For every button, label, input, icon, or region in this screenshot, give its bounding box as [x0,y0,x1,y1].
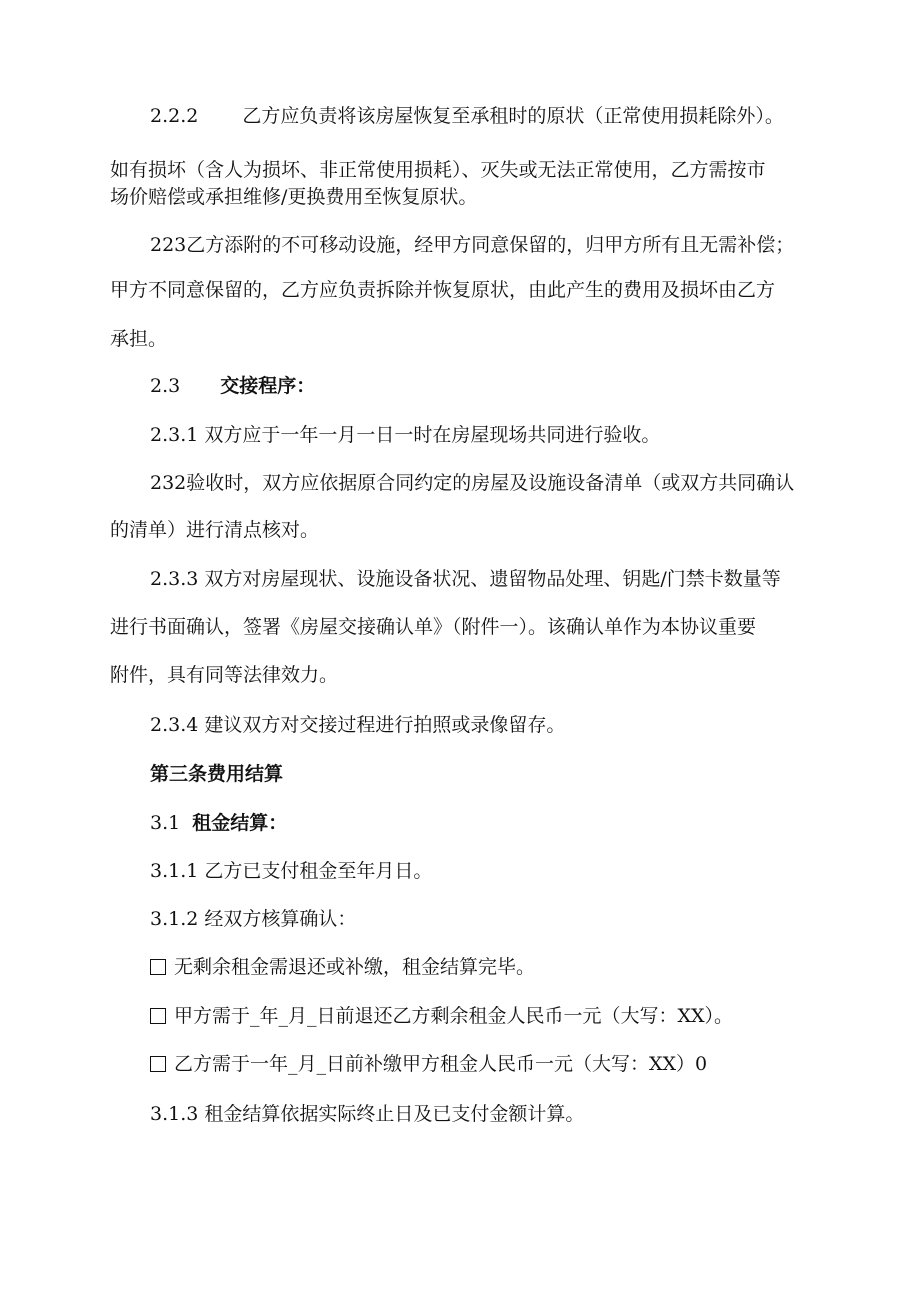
option-label: 甲方需于_年_月_日前退还乙方剩余租金人民币一元（大写：XX）。 [174,1005,734,1027]
paragraph-line: 承担。 [110,328,168,350]
clause-2-3-1: 2.3.1 双方应于一年一月一日一时在房屋现场共同进行验收。 [150,424,661,446]
checkbox-icon[interactable] [150,959,166,975]
option-label: 乙方需于一年_月_日前补缴甲方租金人民币一元（大写：XX）0 [174,1053,708,1075]
paragraph-line: 场价赔偿或承担维修/更换费用至恢复原状。 [110,186,478,208]
option-landlord-refund[interactable] [150,1004,733,1028]
paragraph-line: 甲方不同意保留的，乙方应负责拆除并恢复原状，由此产生的费用及损坏由乙方 [110,279,776,301]
section-number: 2.3 [150,375,181,397]
option-no-balance[interactable] [150,955,535,979]
paragraph-line: 进行书面确认，签署《房屋交接确认单》（附件一）。该确认单作为本协议重要 [110,616,757,638]
paragraph-line: 的清单）进行清点核对。 [110,519,320,541]
clause-number: 2.2.2 [150,105,199,127]
clause-2-3-3: 2.3.3 双方对房屋现状、设施设备状况、遗留物品处理、钥匙/门禁卡数量等 [150,568,781,590]
option-label: 无剩余租金需退还或补缴，租金结算完毕。 [174,956,536,978]
paragraph-line: 如有损坏（含人为损坏、非正常使用损耗）、灭失或无法正常使用，乙方需按市 [110,159,766,181]
article-3-heading: 第三条费用结算 [150,763,284,785]
clause-3-1-3: 3.1.3 租金结算依据实际终止日及已支付金额计算。 [150,1103,585,1125]
clause-2-2-3: 223乙方添附的不可移动设施，经甲方同意保留的，归甲方所有且无需补偿； [150,234,795,256]
section-2-3-heading [150,374,315,398]
checkbox-icon[interactable] [150,1056,166,1072]
section-number: 3.1 [150,812,181,834]
clause-3-1-2: 3.1.2 经双方核算确认： [150,908,357,930]
section-3-1-heading [150,811,287,835]
checkbox-icon[interactable] [150,1008,166,1024]
clause-text: 乙方应负责将该房屋恢复至承租时的原状（正常使用损耗除外）。 [242,105,784,127]
clause-2-2-2 [150,104,784,128]
section-title: 交接程序： [220,375,316,397]
clause-3-1-1: 3.1.1 乙方已支付租金至年月日。 [150,860,433,882]
clause-2-3-4: 2.3.4 建议双方对交接过程进行拍照或录像留存。 [150,714,566,736]
clause-2-3-2: 232验收时，双方应依据原合同约定的房屋及设施设备清单（或双方共同确认 [150,472,795,494]
option-tenant-pay[interactable] [150,1052,707,1076]
section-title: 租金结算： [192,812,288,834]
paragraph-line: 附件，具有同等法律效力。 [110,664,339,686]
